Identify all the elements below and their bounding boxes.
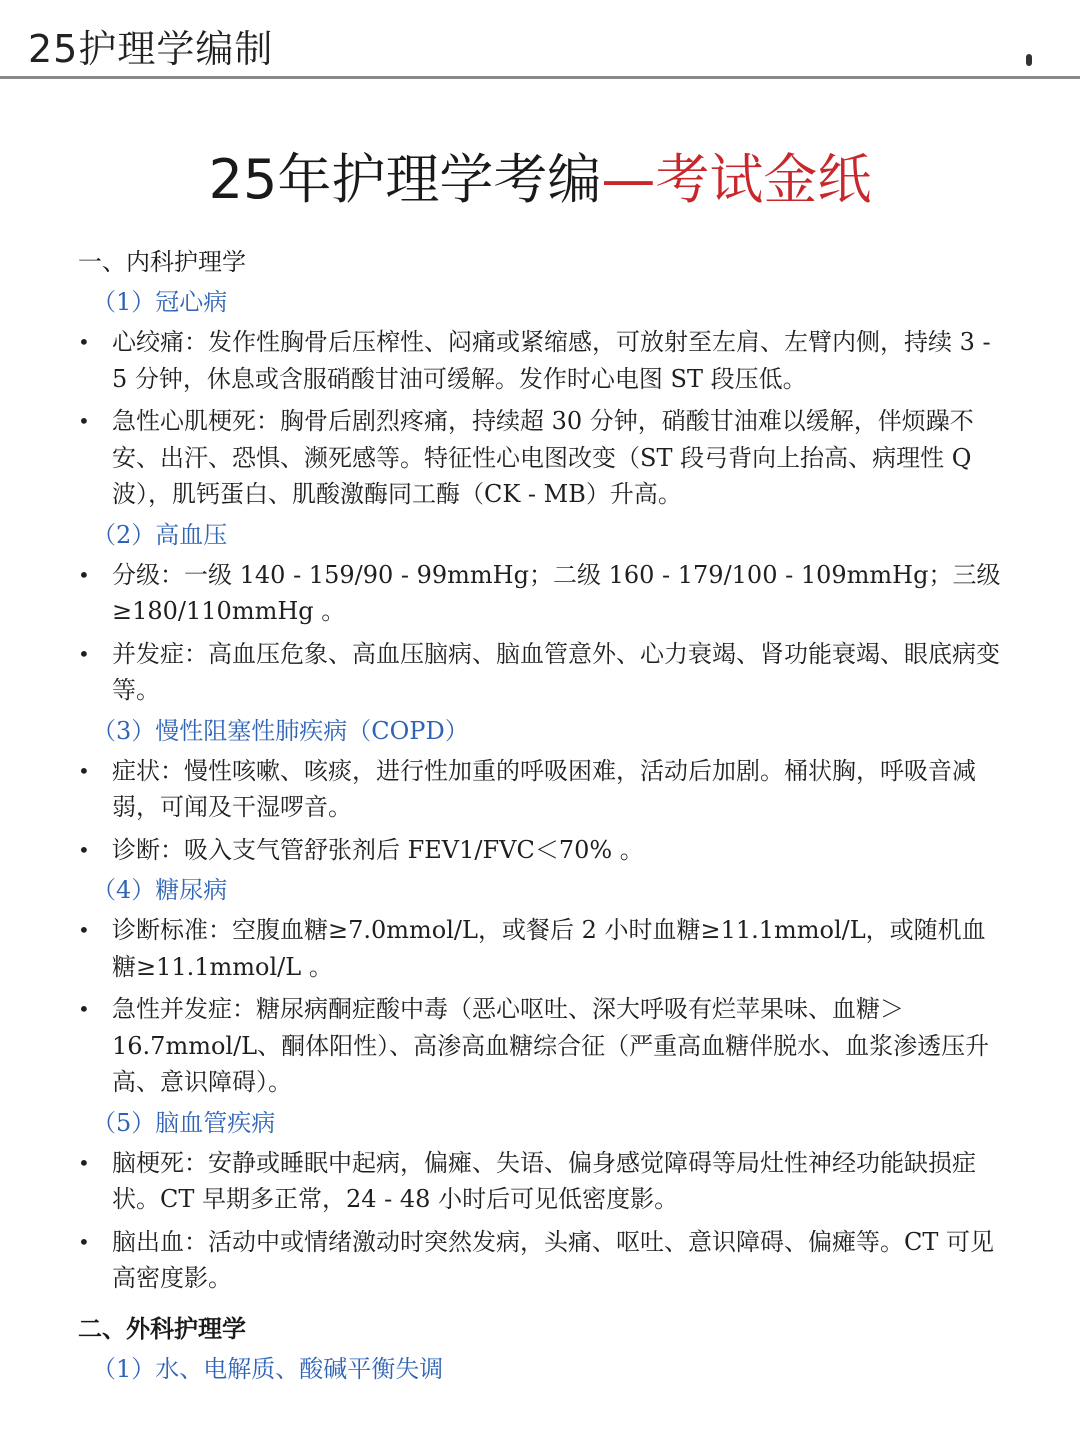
bullet-list [78,324,1008,513]
document-title-main: 25年护理学考编 [208,148,602,211]
section-heading-copd: （3）慢性阻塞性肺疾病（COPD） [92,716,469,745]
bullet-icon: • [78,918,90,942]
bullet-icon: • [78,562,90,587]
bullet-icon: • [78,997,90,1021]
list-item-text: 并发症：高血压危象、高血压脑病、脑血管意外、心力衰竭、肾功能衰竭、眼底病变等。 [112,639,1000,704]
list-item-text: 脑梗死：安静或睡眠中起病，偏瘫、失语、偏身感觉障碍等局灶性神经功能缺损症状。CT 早期多正常，24 - 48 小时后可见低密度影。 [112,1148,976,1213]
header-title: 25护理学编制 [28,27,274,71]
bullet-icon: • [78,641,90,666]
list-item [78,912,1008,985]
section-heading-coronary: （1）冠心病 [92,288,228,316]
bullet-list [78,912,1008,1101]
list-item [78,557,1008,630]
bullet-list [78,753,1008,869]
document-body [78,246,1008,1391]
list-item-text: 急性心肌梗死：胸骨后剧烈疼痛，持续超 30 分钟，硝酸甘油难以缓解，伴烦躁不安、出汗、恐惧、濒死感等。特征性心电图改变（ST 段弓背向上抬高、病理性 Q 波），肌钙蛋白、肌酸激酶同工酶（CK - MB）升高。 [112,407,974,508]
bullet-list [78,1145,1008,1297]
list-item [78,1145,1008,1218]
list-item [78,324,1008,397]
document-title [0,144,1080,216]
bullet-icon: • [78,837,90,862]
list-item-text: 诊断：吸入支气管舒张剂后 FEV1/FVC＜70% 。 [112,835,644,864]
list-item [78,991,1008,1101]
corner-mark-icon [1026,54,1032,66]
bullet-icon: • [78,758,90,783]
page-header [0,0,1080,79]
bullet-icon: • [78,1229,90,1254]
list-item [78,636,1008,709]
document-title-accent: —考试金纸 [601,148,872,211]
list-item-text: 急性并发症：糖尿病酮症酸中毒（恶心呕吐、深大呼吸有烂苹果味、血糖＞16.7mmol/L、酮体阳性）、高渗高血糖综合征（严重高血糖伴脱水、血浆渗透压升高、意识障碍）。 [112,995,990,1096]
list-item-text: 心绞痛：发作性胸骨后压榨性、闷痛或紧缩感，可放射至左肩、左臂内侧，持续 3 - 5 分钟，休息或含服硝酸甘油可缓解。发作时心电图 ST 段压低。 [112,328,991,393]
bullet-icon: • [78,330,90,354]
bullet-icon: • [78,1150,90,1175]
list-item [78,832,1008,869]
list-item-text: 诊断标准：空腹血糖≥7.0mmol/L，或餐后 2 小时血糖≥11.1mmol/L，或随机血糖≥11.1mmol/L 。 [112,916,986,981]
list-item-text: 脑出血：活动中或情绪激动时突然发病，头痛、呕吐、意识障碍、偏瘫等。CT 可见高密度影。 [112,1227,994,1292]
section-heading-diabetes: （4）糖尿病 [92,876,228,904]
bullet-list [78,557,1008,709]
list-item-text: 分级：一级 140 - 159/90 - 99mmHg；二级 160 - 179/100 - 109mmHg；三级≥180/110mmHg 。 [112,560,1001,625]
section-heading-hypertension: （2）高血压 [92,520,228,549]
part-heading-internal-medicine: 一、内科护理学 [78,248,246,276]
list-item [78,403,1008,513]
section-heading-fluid-electrolyte: （1）水、电解质、酸碱平衡失调 [92,1354,444,1383]
part-heading-surgical: 二、外科护理学 [78,1313,246,1343]
section-heading-cerebrovascular: （5）脑血管疾病 [92,1108,276,1137]
list-item-text: 症状：慢性咳嗽、咳痰，进行性加重的呼吸困难，活动后加剧。桶状胸，呼吸音减弱，可闻及干湿啰音。 [112,756,976,821]
list-item [78,753,1008,826]
bullet-icon: • [78,409,90,433]
list-item [78,1224,1008,1297]
